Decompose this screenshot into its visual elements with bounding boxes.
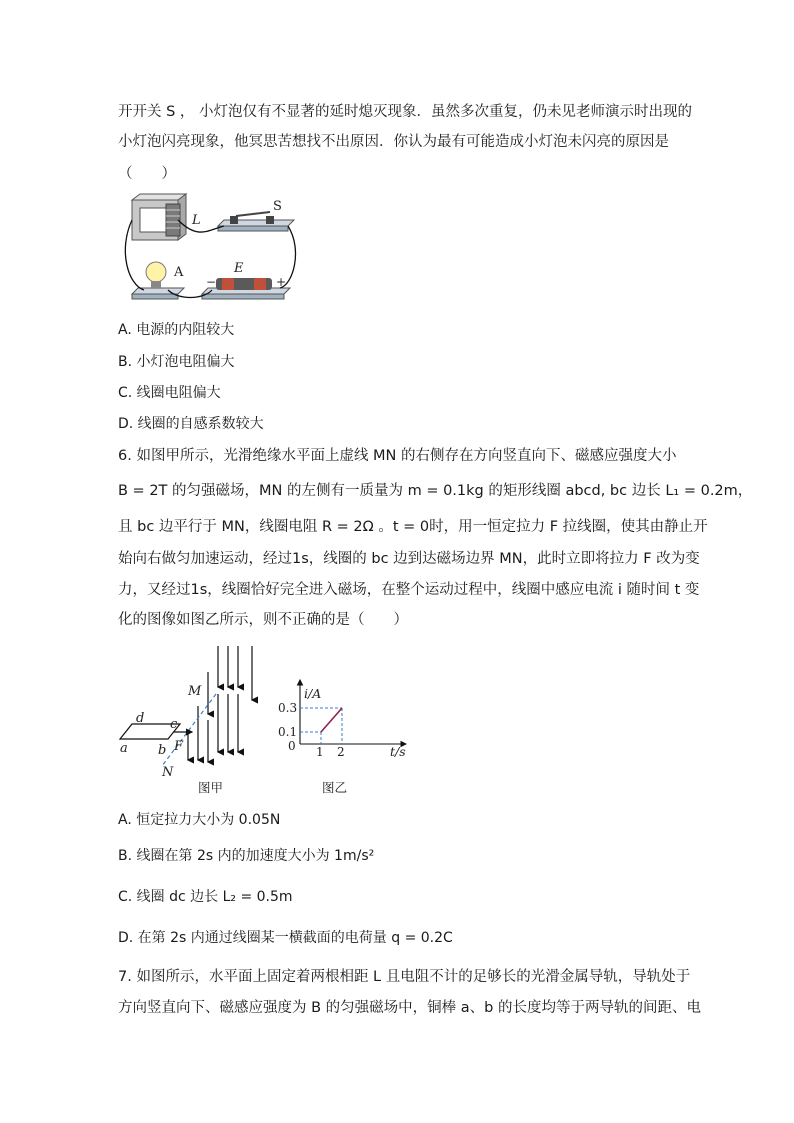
q5-line-2: 小灯泡闪亮现象，他冥思苦想找不出原因．你认为最有可能造成小灯泡未闪亮的原因是: [118, 134, 669, 150]
label-d: d: [136, 711, 145, 726]
q6-option-a: A. 恒定拉力大小为 0.05N: [118, 812, 281, 828]
caption-yi: 图乙: [322, 780, 348, 795]
q6-figure-jia: [118, 642, 268, 797]
label-c: c: [170, 717, 178, 732]
q5-option-d: D. 线圈的自感系数较大: [118, 416, 264, 432]
label-F: F: [174, 739, 184, 754]
q5-circuit-figure: [118, 190, 298, 305]
q6-option-d: D. 在第 2s 内通过线圈某一横截面的电荷量 q = 0.2C: [118, 930, 453, 946]
battery-minus: −: [206, 275, 217, 289]
q5-option-c: C. 线圈电阻偏大: [118, 385, 221, 401]
battery-plus: +: [276, 275, 287, 289]
label-b: b: [158, 743, 167, 758]
label-E: E: [234, 261, 244, 276]
y-tick-0: 0: [288, 739, 296, 753]
q6-line-1: 6. 如图甲所示，光滑绝缘水平面上虚线 MN 的右侧存在方向竖直向下、磁感应强度大小: [118, 448, 677, 464]
q5-line-1: 开开关 S ， 小灯泡仅有不显著的延时熄灭现象．虽然多次重复，仍未见老师演示时出现的: [118, 104, 693, 120]
x-axis-label: t/s: [390, 744, 406, 759]
q6-option-c: C. 线圈 dc 边长 L₂ = 0.5m: [118, 889, 293, 905]
label-N: N: [162, 765, 174, 780]
y-tick-0.3: 0.3: [278, 701, 298, 715]
q6-line-6: 化的图像如图乙所示，则不正确的是（ ）: [118, 612, 408, 628]
y-axis-label: i/A: [304, 686, 322, 701]
q6-line-2: B = 2T 的匀强磁场，MN 的左侧有一质量为 m = 0.1kg 的矩形线圈 abcd, bc 边长 L₁ = 0.2m，: [118, 483, 753, 499]
label-A: A: [174, 265, 184, 280]
q6-figure-yi-chart: [278, 672, 418, 797]
y-tick-0.1: 0.1: [278, 725, 298, 739]
label-a: a: [120, 741, 128, 756]
x-tick-1: 1: [316, 745, 324, 759]
label-L: L: [192, 213, 201, 228]
label-S: S: [273, 199, 282, 214]
q5-option-b: B. 小灯泡电阻偏大: [118, 354, 235, 370]
q5-answer-bracket: （ ）: [118, 166, 176, 182]
label-M: M: [188, 684, 202, 699]
q5-option-a: A. 电源的内阻较大: [118, 322, 235, 338]
series-line-current: [321, 708, 342, 732]
q6-line-5: 力，又经过1s，线圈恰好完全进入磁场，在整个运动过程中，线圈中感应电流 i 随时间 t 变: [118, 582, 700, 598]
caption-jia: 图甲: [198, 780, 224, 795]
q7-line-1: 7. 如图所示，水平面上固定着两根相距 L 且电阻不计的足够长的光滑金属导轨，导轨处于: [118, 969, 691, 985]
q7-line-2: 方向竖直向下、磁感应强度为 B 的匀强磁场中，铜棒 a、b 的长度均等于两导轨的间距、电: [118, 1000, 701, 1016]
q6-option-b: B. 线圈在第 2s 内的加速度大小为 1m/s²: [118, 848, 375, 864]
x-tick-2: 2: [337, 745, 345, 759]
q6-line-4: 始向右做匀加速运动，经过1s，线圈的 bc 边到达磁场边界 MN，此时立即将拉力 F 改为变: [118, 551, 700, 567]
q6-line-3: 且 bc 边平行于 MN，线圈电阻 R = 2Ω 。t = 0时，用一恒定拉力 F 拉线圈，使其由静止开: [118, 519, 708, 535]
